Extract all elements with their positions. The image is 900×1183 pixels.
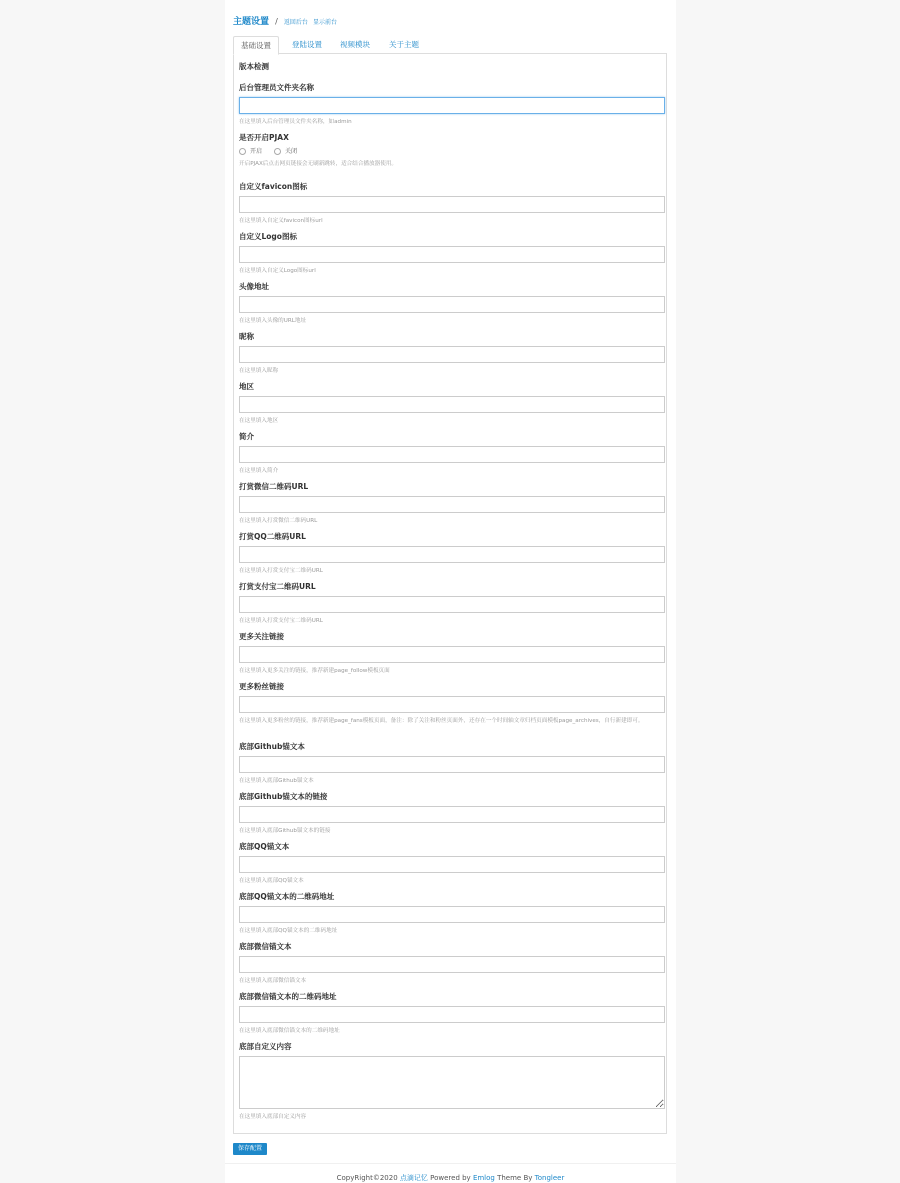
- wechat-qr-help: 在这里填入打赏微信二维码URL: [239, 518, 318, 524]
- view-frontend-link[interactable]: 显示前台: [313, 19, 338, 26]
- field-logo: [239, 232, 665, 275]
- field-qq-text: [239, 842, 665, 885]
- field-favicon: [239, 182, 665, 225]
- custom-footer-label: 底部自定义内容: [239, 1042, 292, 1051]
- title-separator: /: [275, 17, 278, 26]
- region-label: 地区: [239, 382, 254, 391]
- follow-link-label: 更多关注链接: [239, 632, 284, 641]
- field-alipay-qr: [239, 582, 665, 625]
- tab-about-theme[interactable]: 关于主题: [389, 40, 419, 49]
- tab-login-settings[interactable]: 登陆设置: [292, 40, 322, 49]
- wechat-text-label: 底部微信锚文本: [239, 942, 292, 951]
- fans-link-label: 更多粉丝链接: [239, 682, 284, 691]
- github-text-input[interactable]: [239, 756, 665, 773]
- wechat-text-qr-input[interactable]: [239, 1006, 665, 1023]
- field-wechat-text: [239, 942, 665, 985]
- wechat-text-help: 在这里填入底部微信锚文本: [239, 978, 307, 984]
- pjax-help: 开启PJAX后点击网页链接会无刷新跳转，适合结合播放器使用。: [239, 161, 398, 167]
- alipay-qr-help: 在这里填入打赏支付宝二维码URL: [239, 618, 323, 624]
- field-qq-text-qr: [239, 892, 665, 935]
- footer-divider: [225, 1163, 676, 1164]
- footer-site-link[interactable]: 点滴记忆: [399, 1174, 428, 1182]
- footer-copyright: CopyRight©2020: [336, 1174, 398, 1182]
- field-custom-footer: [239, 1042, 665, 1121]
- admin-folder-input[interactable]: [239, 97, 665, 114]
- admin-folder-help: 在这里填入后台管理员文件夹名称，如admin: [239, 119, 352, 125]
- page-header: [233, 9, 337, 28]
- qq-qr-label: 打赏QQ二维码URL: [239, 532, 306, 541]
- region-input[interactable]: [239, 396, 665, 413]
- settings-panel: [233, 53, 667, 1134]
- field-avatar: [239, 282, 665, 325]
- nickname-input[interactable]: [239, 346, 665, 363]
- footer-emlog-link[interactable]: Emlog: [472, 1174, 495, 1182]
- wechat-qr-label: 打赏微信二维码URL: [239, 482, 309, 491]
- field-github-link: [239, 792, 665, 835]
- wechat-text-qr-label: 底部微信锚文本的二维码地址: [239, 992, 337, 1001]
- qq-text-help: 在这里填入底部QQ锚文本: [239, 878, 304, 884]
- region-help: 在这里填入地区: [239, 418, 279, 424]
- pjax-off-label: 关闭: [284, 148, 297, 155]
- pjax-off-option[interactable]: [274, 148, 297, 156]
- follow-link-help: 在这里填入更多关注的链接，推荐新建page_follow模板页面: [239, 668, 390, 674]
- favicon-help: 在这里填入自定义favicon图标url: [239, 218, 323, 224]
- field-github-text: [239, 742, 665, 785]
- wechat-qr-input[interactable]: [239, 496, 665, 513]
- pjax-radio-group: [239, 148, 665, 156]
- page-title: 主题设置: [233, 17, 270, 27]
- tab-video-module[interactable]: 视频模块: [340, 40, 370, 49]
- logo-help: 在这里填入自定义Logo图标url: [239, 268, 316, 274]
- pjax-off-radio[interactable]: [274, 148, 281, 155]
- alipay-qr-label: 打赏支付宝二维码URL: [239, 582, 316, 591]
- field-wechat-text-qr: [239, 992, 665, 1035]
- alipay-qr-input[interactable]: [239, 596, 665, 613]
- admin-folder-label: 后台管理员文件夹名称: [239, 83, 314, 92]
- qq-text-qr-input[interactable]: [239, 906, 665, 923]
- back-to-admin-link[interactable]: 返回后台: [283, 19, 308, 26]
- field-qq-qr: [239, 532, 665, 575]
- field-wechat-qr: [239, 482, 665, 525]
- github-text-help: 在这里填入底部Github锚文本: [239, 778, 314, 784]
- logo-label: 自定义Logo图标: [239, 232, 297, 241]
- footer-author-link[interactable]: Tongleer: [534, 1174, 565, 1182]
- pjax-label: 是否开启PJAX: [239, 133, 289, 142]
- version-check[interactable]: 版本检测: [239, 62, 269, 71]
- settings-tabs: [233, 36, 663, 54]
- qq-qr-input[interactable]: [239, 546, 665, 563]
- nickname-label: 昵称: [239, 332, 254, 341]
- fans-link-help: 在这里填入更多粉丝的链接，推荐新建page_fans模板页面，备注：除了关注和粉丝页面外，还存在一个时间轴文章归档页面模板page_archives，自行新建即可。: [239, 718, 644, 724]
- qq-text-input[interactable]: [239, 856, 665, 873]
- field-follow-link: [239, 632, 665, 675]
- github-link-input[interactable]: [239, 806, 665, 823]
- field-region: [239, 382, 665, 425]
- favicon-input[interactable]: [239, 196, 665, 213]
- qq-text-qr-label: 底部QQ锚文本的二维码地址: [239, 892, 335, 901]
- github-link-help: 在这里填入底部Github锚文本的链接: [239, 828, 331, 834]
- logo-input[interactable]: [239, 246, 665, 263]
- page-footer: [225, 1173, 676, 1183]
- footer-theme-by: Theme By: [497, 1174, 533, 1182]
- intro-label: 简介: [239, 432, 254, 441]
- qq-text-label: 底部QQ锚文本: [239, 842, 290, 851]
- pjax-on-label: 开启: [250, 148, 263, 155]
- follow-link-input[interactable]: [239, 646, 665, 663]
- save-config-button[interactable]: 保存配置: [233, 1143, 267, 1155]
- field-pjax: [239, 133, 665, 168]
- qq-text-qr-help: 在这里填入底部QQ锚文本的二维码地址: [239, 928, 338, 934]
- wechat-text-input[interactable]: [239, 956, 665, 973]
- field-intro: [239, 432, 665, 475]
- field-fans-link: [239, 682, 665, 725]
- avatar-input[interactable]: [239, 296, 665, 313]
- nickname-help: 在这里填入昵称: [239, 368, 279, 374]
- fans-link-input[interactable]: [239, 696, 665, 713]
- github-link-label: 底部Github锚文本的链接: [239, 792, 328, 801]
- custom-footer-textarea[interactable]: [239, 1056, 665, 1109]
- avatar-help: 在这里填入头像的URL地址: [239, 318, 307, 324]
- settings-page: [225, 0, 676, 1183]
- custom-footer-help: 在这里填入底部自定义内容: [239, 1114, 307, 1120]
- field-nickname: [239, 332, 665, 375]
- github-text-label: 底部Github锚文本: [239, 742, 305, 751]
- qq-qr-help: 在这里填入打赏支付宝二维码URL: [239, 568, 323, 574]
- tab-basic-settings[interactable]: 基础设置: [233, 36, 279, 55]
- footer-powered-by: Powered by: [430, 1174, 471, 1182]
- intro-help: 在这里填入简介: [239, 468, 279, 474]
- pjax-on-radio[interactable]: [239, 148, 246, 155]
- avatar-label: 头像地址: [239, 282, 269, 291]
- field-admin-folder: [239, 83, 665, 126]
- pjax-on-option[interactable]: [239, 148, 262, 156]
- wechat-text-qr-help: 在这里填入底部微信锚文本的二维码地址: [239, 1028, 340, 1034]
- favicon-label: 自定义favicon图标: [239, 182, 308, 191]
- intro-input[interactable]: [239, 446, 665, 463]
